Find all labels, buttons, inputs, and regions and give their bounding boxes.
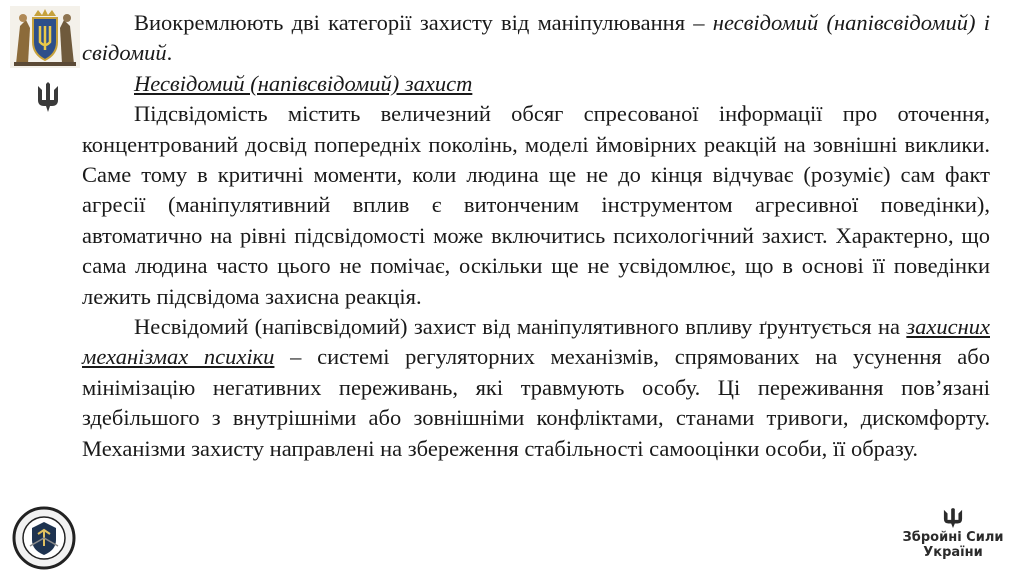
trident-icon [36, 82, 60, 112]
paragraph-2-after: – системі регуляторних механізмів, спрямованих на усунення або мінімізацію негативних переживань, які травмують особу. Ці переживання пов’язані здебільшого з внутрішніми або зовнішніми конфліктами, станами тривоги, дискомфорту. Механізми захисту направлені на збереження стабільності самооцінки особи, її образу. [82, 344, 990, 461]
armed-forces-logo [898, 508, 1008, 568]
intro-text: Виокремлюють дві категорії захисту від маніпулювання – [134, 10, 713, 35]
paragraph-2 [82, 312, 990, 464]
section-heading [82, 69, 990, 99]
coat-of-arms-icon [10, 6, 80, 68]
intro-paragraph [82, 8, 990, 69]
defense-mechanisms-link[interactable]: захисних механізмах психіки [82, 314, 990, 370]
trident-icon [942, 508, 964, 528]
armed-forces-logo-text: Збройні Сили України [902, 530, 1004, 560]
intro-italic: несвідомий (напівсвідомий) і свідомий [82, 10, 991, 66]
intro-end: . [166, 40, 173, 66]
section-heading-text: Несвідомий (напівсвідомий) захист [134, 70, 473, 96]
paragraph-2-before: Несвідомий (напівсвідомий) захист від маніпулятивного впливу ґрунтується на [134, 314, 907, 340]
unit-seal-icon [12, 506, 76, 570]
document-body [82, 8, 990, 464]
paragraph-1: Підсвідомість містить величезний обсяг спресованої інформації про оточення, концентрований досвід попередніх поколінь, моделі ймовірних реакцій на зовнішні виклики. Саме тому в критичні моменти, коли людина ще не до кінця відчуває (розуміє) сам факт агресії (маніпулятивний вплив є витонченим інструментом агресивної поведінки), автоматично на рівні підсвідомості може включитись психологічний захист. Характерно, що сама людина часто цього не помічає, оскільки ще не усвідомлює, що в основі її поведінки лежить підсвідома захисна реакція. [82, 101, 990, 309]
